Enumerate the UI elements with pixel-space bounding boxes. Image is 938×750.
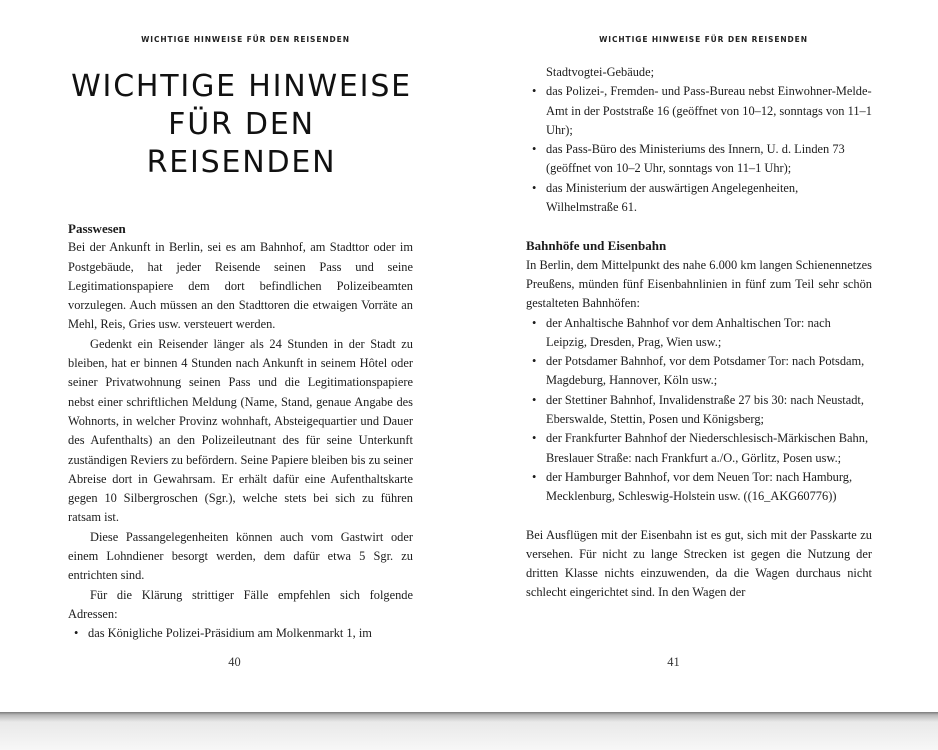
list-item: • das Königliche Polizei-Präsidium am Molkenmarkt 1, im <box>68 624 413 643</box>
page-number: 41 <box>667 655 680 669</box>
paragraph: In Berlin, dem Mittelpunkt des nahe 6.000 km langen Schienennetzes Preußens, münden fünf Eisenbahnlinien in fünf zum Teil sehr schön gestalteten Bahnhöfen: <box>526 257 872 311</box>
chapter-title-line-2: FÜR DEN REISENDEN <box>146 107 337 180</box>
paragraph: Für die Klärung strittiger Fälle empfehlen sich folgende Adressen: <box>68 587 413 621</box>
list-item: • der Frankfurter Bahnhof der Niederschlesisch-Märkischen Bahn, Breslauer Straße: nach Frankfurt a./O., Görlitz, Posen usw.; <box>526 429 872 468</box>
paragraph: Bei Ausflügen mit der Eisenbahn ist es gut, sich mit der Passkarte zu versehen. Für nicht zu lange Strecken ist gegen die Nutzung der dritten Klasse nichts einzuwenden, da die Wagen durchaus nicht schlecht eingerichtet sind. In den Wagen der <box>526 527 872 600</box>
paragraph: Diese Passangelegenheiten können auch vom Gastwirt oder einem Lohndiener besorgt werden, dem dafür etwa 5 Sgr. zu entrichten sind. <box>68 529 413 583</box>
spacer <box>526 217 872 236</box>
text-column <box>68 219 413 644</box>
right-page <box>469 0 938 712</box>
station-list <box>526 314 872 507</box>
text-column <box>526 63 872 603</box>
page-number: 40 <box>228 655 241 669</box>
spacer <box>526 507 872 526</box>
list-item: • der Potsdamer Bahnhof, vor dem Potsdamer Tor: nach Potsdam, Magdeburg, Hannover, Köln usw.; <box>526 352 872 391</box>
chapter-title-line-1: WICHTIGE HINWEISE <box>71 69 412 104</box>
list-item: • das Ministerium der auswärtigen Angelegenheiten, Wilhelmstraße 61. <box>526 179 872 218</box>
running-head: WICHTIGE HINWEISE FÜR DEN REISENDEN <box>599 35 808 44</box>
left-page <box>0 0 469 712</box>
paragraph: Gedenkt ein Reisender länger als 24 Stunden in der Stadt zu bleiben, hat er binnen 4 Stunden nach Ankunft in seinem Hôtel oder seiner Privatwohnung seinen Pass und die Legitimationspapiere nebst einer schriftlichen Meldung (Name, Stand, genaue Angabe des Wohnorts, in welcher Provinz wohnhaft, Absteigequartier und Dauer des Aufenthalts) an den Polizeileutnant des für seine Unterkunft zuständigen Reviers zu befördern. Seine Papiere bleiben bis zu seiner Abreise dort in Gewahrsam. Er erhält dafür eine Aufenthaltskarte gegen 10 Silbergroschen (Sgr.), welche stets bei sich zu führen ratsam ist. <box>68 336 413 525</box>
address-list <box>526 63 872 217</box>
list-item: • der Hamburger Bahnhof, vor dem Neuen Tor: nach Hamburg, Mecklenburg, Schleswig-Holstein usw. ((16_AKG60776)) <box>526 468 872 507</box>
list-item: • das Polizei-, Fremden- und Pass-Bureau nebst Einwohner-Melde-Amt in der Poststraße 16 (geöffnet von 10–12, sonntags von 11–1 Uhr); <box>526 82 872 140</box>
section-heading: Bahnhöfe und Eisenbahn <box>526 238 667 254</box>
running-head: WICHTIGE HINWEISE FÜR DEN REISENDEN <box>141 35 350 44</box>
list-item: • das Pass-Büro des Ministeriums des Innern, U. d. Linden 73 (geöffnet von 10–2 Uhr, sonntags von 11–1 Uhr); <box>526 140 872 179</box>
page-shadow <box>0 712 938 750</box>
chapter-title <box>70 68 413 182</box>
address-list <box>68 624 413 643</box>
list-item: • der Stettiner Bahnhof, Invalidenstraße 27 bis 30: nach Neustadt, Eberswalde, Stettin, Posen und Königsberg; <box>526 391 872 430</box>
list-item: Stadtvogtei-Gebäude; <box>546 65 655 79</box>
section-heading: Passwesen <box>68 221 126 236</box>
list-item: • der Anhaltische Bahnhof vor dem Anhaltischen Tor: nach Leipzig, Dresden, Prag, Wien usw.; <box>526 314 872 353</box>
paragraph: Bei der Ankunft in Berlin, sei es am Bahnhof, am Stadttor oder im Postgebäude, hat jeder Reisende seinen Pass und seine Legitimationspapiere dem dort befindlichen Polizeibeamten vorzulegen. Auch müssen an den Stadttoren die etwaigen Vorräte an Mehl, Reis, Gries usw. versteuert werden. <box>68 240 413 332</box>
